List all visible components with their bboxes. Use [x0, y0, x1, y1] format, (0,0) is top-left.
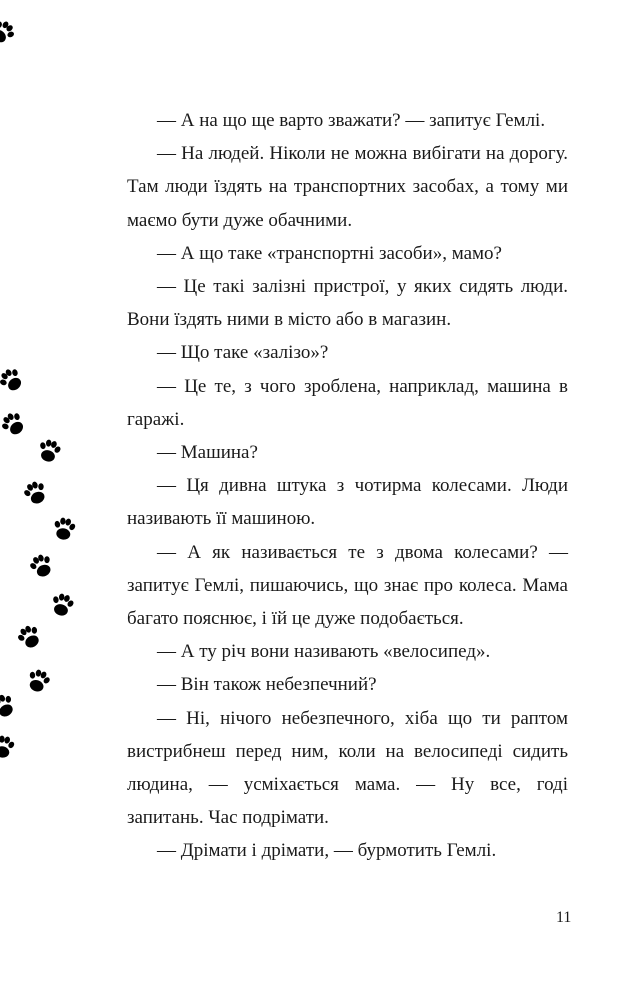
paragraph: — А ту річ вони називають «велосипед».	[157, 641, 491, 663]
paw-print-icon	[36, 437, 64, 464]
paw-print-icon	[24, 667, 53, 695]
paragraph: — На людей. Ніколи не можна вибігати на дорогу. Там люди їздять на транспортних засобах, а тому ми маємо бути дуже обачними.	[127, 143, 568, 231]
paw-print-icon	[0, 408, 29, 440]
paw-print-icon	[26, 551, 56, 581]
paragraph: — Машина?	[157, 442, 258, 464]
paw-print-icon	[20, 478, 50, 508]
paw-print-icon	[51, 516, 77, 542]
story-text	[127, 104, 568, 868]
paragraph: — Ця дивна штука з чотирма колесами. Люди називають її машиною.	[127, 475, 568, 530]
paragraph: — Що таке «залізо»?	[157, 342, 329, 364]
paragraph: — Це те, з чого зроблена, наприклад, машина в гаражі.	[127, 375, 568, 430]
paw-print-icon	[49, 591, 77, 618]
paw-print-icon	[0, 734, 16, 760]
paragraph: — А що таке «транспортні засоби», мамо?	[157, 242, 502, 264]
page-number: 11	[556, 909, 572, 926]
paw-print-icon	[0, 364, 27, 396]
paragraph: — Дрімати і дрімати, — бурмотить Гемлі.	[157, 840, 497, 862]
paw-print-icon	[0, 691, 19, 721]
paragraph: — Він також небезпечний?	[157, 674, 377, 696]
paragraph: — А на що ще варто зважати? — запитує Гемлі.	[157, 110, 546, 131]
paragraph: — А як називається те з двома колесами? — запитує Гемлі, пишаючись, що знає про колеса. Мама багато пояснює, і їй це дуже подобається.	[127, 541, 568, 630]
paragraph: — Це такі залізні пристрої, у яких сидять люди. Вони їздять ними в місто або в магазин.	[127, 276, 568, 331]
paragraph: — Ні, нічого небезпечного, хіба що ти раптом вистрибнеш перед ним, коли на велосипеді сидить людина, — усміхається мама. — Ну все, годі запитань. Час подрімати.	[127, 707, 568, 829]
paw-print-icon	[0, 16, 19, 48]
paw-print-icon	[14, 622, 45, 652]
